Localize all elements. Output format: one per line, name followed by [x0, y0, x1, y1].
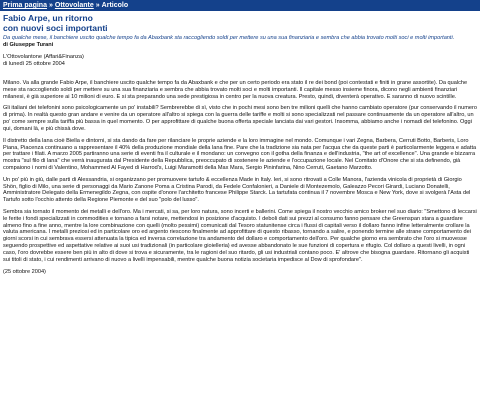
article-title-line: con nuovi soci importanti	[3, 22, 108, 33]
article-paragraph: Gli italiani dei telefonini sono psicologicamente un po' instabili? Sembrerebbe di sì, visto che in pochi mesi sono ben tre milioni quelli che hanno cambiato operatore (pur conservando il numero di prima). In realtà questo gran andare e venire da un operatore all'altro si spiega con la guerra delle tariffe e molti si sono specializzati nel passare continuamente da un operatore all'altro, un po' come sempre sulla tariffa più bassa in quel momento. O per approfittare di qualche buona offerta speciale lanciata dai vari gestori. Insomma, abbiamo anche i nomadi del telefonino. Oggi qui, domani là, e più chissà dove.	[3, 105, 478, 132]
article-title	[3, 14, 477, 34]
breadcrumb-separator: »	[95, 2, 100, 9]
article-source-publication: L'Ottovolantone (Affari&Finanza)	[3, 54, 84, 61]
breadcrumb-section-link[interactable]: Ottovolante	[54, 2, 94, 9]
article-date: (25 ottobre 2004)	[3, 268, 46, 275]
breadcrumb-separator: »	[48, 2, 53, 9]
article-paragraph: Il distretto della lana cioè Biella e dintorni, si sta dando da fare per rilanciare le proprie aziende e la loro immagine nel mondo. Comunque i vari Zegna, Barbera, Cerruti Botto, Barberis, Loro Piana, Piacenza continuano a rappresentare il 40% della produzione mondiale della lana fine. Pare che la tradizione sia nata per l'acqua che da queste parti è particolarmente leggera e adatta per trattare i filati. A marzo 2005 partiranno una serie di eventi fra il culturale e il mondano: un convegno con il gotha della finanza e dell'industria, "the art of excellence". Una grande e bizzarra mostra "sul filo di lana" che verrà inaugurata dal Presidente della Repubblica, preoccupato di sostenere le aziende e l'occupazione locale. Nel Comitato d'Onore che si sta definendo, già compaiono i nomi di Valentino, Mohammed Al Fayed di Harrod's, Luigi Maramotti della Max Mara, Sergio Pininfarina, Nino Cerruti, Gaetano Marzotto.	[3, 137, 477, 171]
article-summary: Da qualche mese, il banchiere uscito qualche tempo fa da Abaxbank sta raccogliendo soldi per mettere su una sua finanziaria e sembra che abbia trovato molti soci e molti importanti.	[3, 34, 455, 41]
breadcrumb-home-link[interactable]: Prima pagina	[3, 2, 47, 9]
article-paragraph: Un po' più in giù, dalle parti di Alessandria, si organizzano per promuovere tartufo & eccellenza Made in Italy. Ieri, si sono ritrovati a Colle Manora, l'azienda vinicola di proprietà di Giorgio Shön, figlio di Milo, una serie di personaggi da Mario Zanone Poma a Cristina Parodi, da Fedele Confalonieri, a Daniele di Montezemolo, Galeazzo Pecori Girardi, Luciano Donatelli, Amministratore Delegato della Ermenegildo Zegna, con ospite d'onore l'architetto francese Philippe Starck. La tartufata continua il 7 novembre Mosca e New York, dove si svolgerà l'Asta del Tartufo sotto l'occhio attento della Regione Piemonte e del suo "polo del lusso".	[3, 176, 471, 204]
article-title-line: Fabio Arpe, un ritorno	[3, 13, 93, 23]
article-author: di Giuseppe Turani	[3, 41, 54, 48]
breadcrumb	[0, 0, 480, 11]
article-paragraph: Milano. Va alla grande Fabio Arpe, il banchiere uscito qualche tempo fa da Abaxbank e che per un certo periodo era stato il re dei bond (poi contestati e finiti in grane assortite). Da qualche mese sta raccogliendo soldi per mettere su una sua finanziaria e sembra che abbia trovato molti soci e molti importanti. Il capitale messo insieme finora, dicono negli ambienti finanziari milanesi, è già superiore ai 10 milioni di euro. E si sta preparando una sede prestigiosa in centro per la nuova creatura. Presto, quindi, diventerà operativo. E saranno di nuovo scintille.	[3, 80, 468, 100]
article-source-date: di lunedì 25 ottobre 2004	[3, 61, 65, 68]
article-source	[3, 54, 477, 68]
article	[0, 11, 480, 275]
breadcrumb-current: Articolo	[101, 2, 129, 9]
article-paragraph: Sembra sia tornato il momento dei metalli e dell'oro. Ma i mercati, si sa, per loro natura, sono incerti e ballerini. Come spiega il nostro vecchio amico broker nel suo diario: "Smettono di leccarsi le ferite i fondi specializzati in commodities e tornano a farsi notare, mettendosi in posizione d'acquisto. I deboli dati sui prezzi al consumo fanno pensare che Greenspan stara a guardare almeno fino a fine anno, mentre la lore combinazione con quelli (molto pessimi) comunicati dal Tesoro statunitense circa i flussi di capitali verso il dollaro fanno infine letteralmente crollare la valuta americana. I metalli preziosi ed in particolare oro ed argento riescono finalmente ad approfittare di questo ribasso, tornando a salire, e ponendo termine alle strane comportamento dei giorni scorsi in cui sembrava essersi attenuata la tipica ed inversa correlazione tra andamento del dollaro e comportamento dell'oro. Per qualche giorno era sembrato che l'oro si muovesse seguendo prospettive ed aspettative relative ai suoi usi tradizionali (in particolare gioielleria) ed avesse abbandonato le sue funzioni di copertura e rifugio. Col dollaro a questi livelli, in ogni caso, l'oro dovrebbe essere ben più in alto di dove si trova e sicuramente, tra le ragioni del suo ritardo, gli usi industriali contano poco. E' altrove che bisogna guardare. Ritornano gli acquisti sui titoli di stato, i cui rendimenti arrivano di nuovo a livelli impensabili, mentre qualche buona notizia societaria impedisce al Dow di sprofondare".	[3, 209, 477, 263]
article-body	[3, 80, 477, 264]
